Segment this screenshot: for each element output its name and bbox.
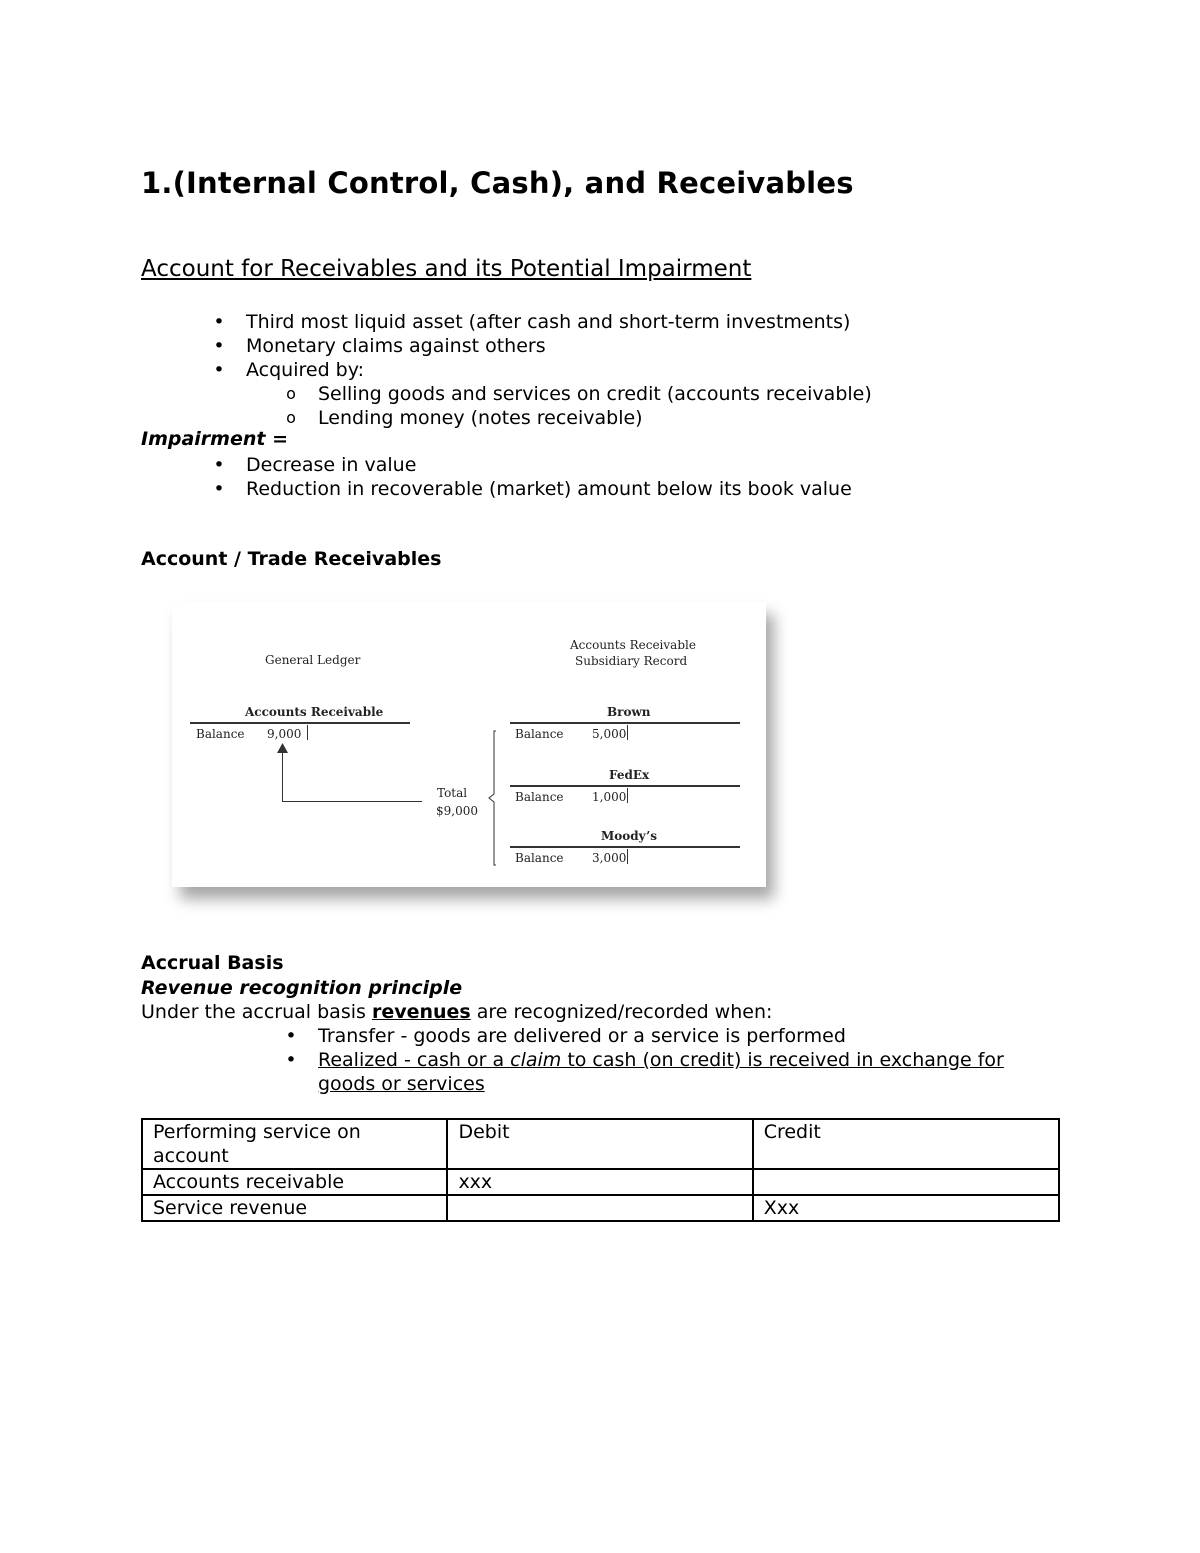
list-item: o Selling goods and services on credit (accounts receivable) [318,382,872,406]
receivables-bullet-list [213,310,851,382]
list-item: goods or services [318,1073,485,1095]
subsidiary-balance-value: 1,000 [592,790,627,804]
list-item: o Lending money (notes receivable) [318,406,872,430]
subsidiary-account-divider [627,725,628,740]
subsidiary-account-name: FedEx [609,768,650,782]
ledger-figure [172,602,766,887]
control-balance-label: Balance [196,727,245,741]
subsidiary-account-rule [510,722,740,724]
subsidiary-account-name: Brown [607,705,651,719]
total-label: Total [437,786,468,800]
section-heading-receivables: Account for Receivables and its Potential Impairment [141,256,752,282]
list-item: • Transfer - goods are delivered or a service is performed [285,1025,846,1047]
general-ledger-title: General Ledger [265,653,361,667]
revenues-emphasis: revenues [371,1001,471,1023]
bullet-icon: • [213,359,225,381]
bullet-icon: • [285,1049,297,1071]
circle-bullet-icon: o [286,408,296,427]
control-account-rule [190,722,410,724]
bullet-icon: • [213,335,225,357]
table-cell: Xxx [753,1195,1059,1221]
arrow-up-icon [277,743,288,753]
table-cell: Service revenue [142,1195,447,1221]
accrual-bullet-list [285,1024,1004,1096]
table-row [142,1169,1059,1195]
subsidiary-account-name: Moody’s [601,829,658,843]
table-header-cell: Credit [753,1119,1059,1169]
circle-bullet-icon: o [286,384,296,403]
control-account-divider [307,725,308,740]
subsidiary-title-line1: Accounts Receivable [570,638,696,652]
section-heading-trade-receivables: Account / Trade Receivables [141,548,442,570]
journal-entry-table [141,1118,1060,1222]
list-item: • Acquired by: [213,359,364,381]
arrow-shaft [282,752,283,802]
list-item: • Third most liquid asset (after cash and short-term investments) [213,311,851,333]
subsidiary-title-line2: Subsidiary Record [575,654,688,668]
bullet-icon: • [285,1025,297,1047]
subsidiary-account-rule [510,785,740,787]
subsidiary-balance-label: Balance [515,727,564,741]
revenue-recognition-principle: Revenue recognition principle [141,977,463,999]
control-balance-value: 9,000 [267,727,302,741]
bullet-icon: • [213,311,225,333]
subsidiary-account-divider [627,788,628,803]
table-cell: xxx [447,1169,752,1195]
table-header-cell: Performing service on account [142,1119,447,1169]
control-account-title: Accounts Receivable [245,705,384,719]
bullet-icon: • [213,454,225,476]
claim-emphasis: claim [510,1049,562,1071]
list-item: • Monetary claims against others [213,335,546,357]
subsidiary-account-divider [627,849,628,864]
acquired-by-sub-list [286,382,872,430]
subsidiary-account-rule [510,846,740,848]
subsidiary-balance-label: Balance [515,851,564,865]
table-header-cell: Debit [447,1119,752,1169]
subsidiary-balance-value: 3,000 [592,851,627,865]
subsidiary-balance-value: 5,000 [592,727,627,741]
impairment-bullet-list [213,453,852,501]
impairment-label: Impairment = [141,428,288,450]
subsidiary-balance-label: Balance [515,790,564,804]
list-item: • Decrease in value [213,454,417,476]
table-row [142,1195,1059,1221]
table-cell: Accounts receivable [142,1169,447,1195]
total-value: $9,000 [436,804,478,818]
table-cell [753,1169,1059,1195]
brace-icon [486,730,500,866]
table-header-row [142,1119,1059,1169]
page-title: 1.(Internal Control, Cash), and Receivables [141,166,854,200]
bullet-icon: • [213,478,225,500]
table-cell [447,1195,752,1221]
section-heading-accrual-basis: Accrual Basis [141,952,284,974]
list-item: • Reduction in recoverable (market) amount below its book value [213,478,852,500]
list-item: • Realized - cash or a claim to cash (on credit) is received in exchange for [285,1049,1004,1071]
accrual-intro: Under the accrual basis revenues are recognized/recorded when: [141,1001,773,1023]
arrow-connector [282,801,422,802]
